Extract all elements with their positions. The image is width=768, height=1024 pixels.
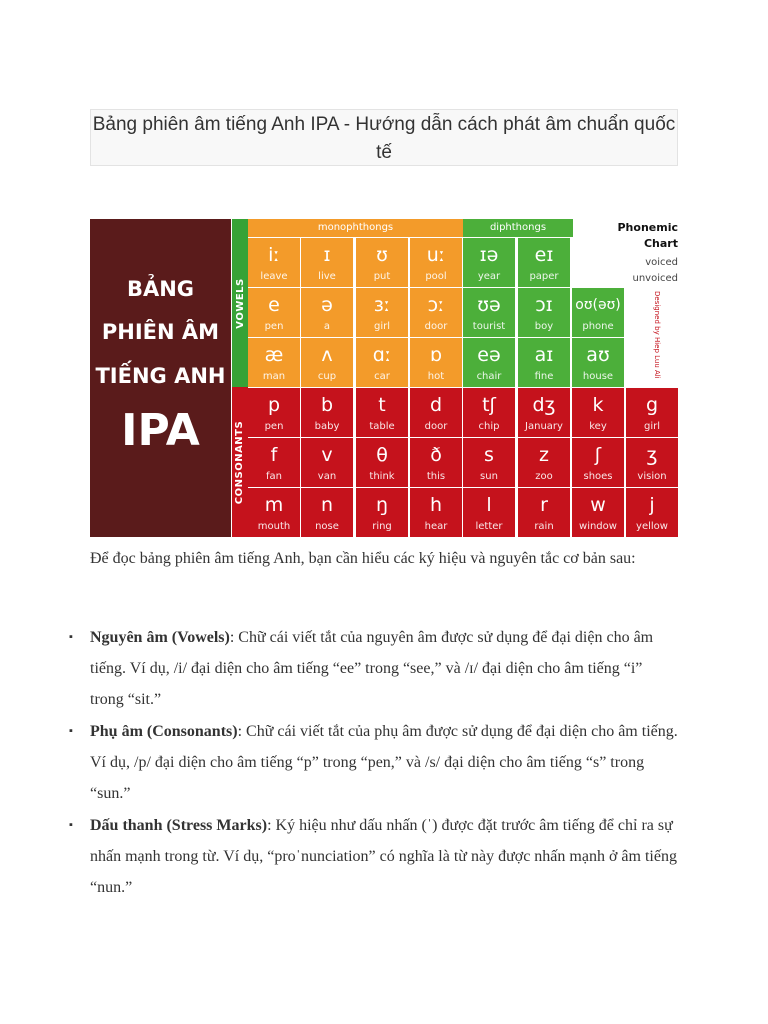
phoneme-symbol: h [429,494,443,516]
phoneme-example-word: leave [260,271,288,282]
phoneme-cell [410,488,462,537]
brand-line-4: IPA [121,405,200,456]
phoneme-example-word: cup [317,371,337,382]
phoneme-cell [572,338,624,387]
phoneme-example-word: rain [534,521,554,532]
phoneme-cell [572,388,624,437]
phoneme-example-word: house [582,371,614,382]
phoneme-cell [301,288,353,337]
phoneme-symbol: z [539,444,549,466]
bullet-marker: ▪ [69,725,73,737]
vowels-side-label [232,219,248,387]
phoneme-example-word: fine [534,371,554,382]
phoneme-symbol: eɪ [534,244,554,266]
phoneme-symbol: r [540,494,548,516]
phoneme-symbol: ɜː [373,294,391,316]
phoneme-symbol: p [267,394,281,416]
phoneme-cell [410,338,462,387]
phoneme-symbol: t [378,394,386,416]
phoneme-cell [356,488,408,537]
phoneme-cell [356,238,408,287]
phoneme-cell [463,288,515,337]
phoneme-symbol: ŋ [375,494,389,516]
phoneme-example-word: pen [264,421,284,432]
phoneme-symbol: ð [430,444,442,466]
phoneme-cell [626,438,678,487]
phoneme-example-word: girl [373,321,390,332]
phoneme-example-word: January [525,421,563,432]
phoneme-symbol: uː [426,244,446,266]
brand-line-1: BẢNG [126,277,195,301]
consonants-side-label [232,387,248,537]
phoneme-cell [518,238,570,287]
phoneme-cell [356,438,408,487]
phoneme-example-word: hot [427,371,445,382]
phoneme-cell [410,388,462,437]
phoneme-example-word: vision [637,471,667,482]
bullet-marker: ▪ [69,819,73,831]
phoneme-cell [518,438,570,487]
phoneme-symbol: s [484,444,494,466]
phoneme-symbol: ʌ [321,344,333,366]
phoneme-symbol: ʊ [376,244,388,266]
phoneme-symbol: θ [376,444,388,466]
phoneme-symbol: aɪ [534,344,554,366]
phoneme-example-word: mouth [257,521,291,532]
phoneme-example-word: zoo [535,471,553,482]
phoneme-symbol: v [321,444,333,466]
phoneme-cell [301,338,353,387]
phoneme-symbol: k [592,394,604,416]
phoneme-symbol: ɪ [323,244,331,266]
chart-brand-panel [90,219,231,537]
phoneme-example-word: yellow [636,521,668,532]
phoneme-cell [463,488,515,537]
phoneme-symbol: w [590,494,606,516]
page-title: Bảng phiên âm tiếng Anh IPA - Hướng dẫn cách phát âm chuẩn quốc tế [90,109,678,166]
phoneme-cell [301,238,353,287]
phoneme-cell [626,488,678,537]
phoneme-example-word: tourist [472,321,506,332]
bullet-marker: ▪ [69,631,73,643]
phoneme-cell [626,388,678,437]
bullet-term: Dấu thanh (Stress Marks) [90,817,268,834]
phoneme-cell [248,338,300,387]
phoneme-symbol: e [268,294,280,316]
phoneme-cell [572,488,624,537]
ipa-chart-image [90,219,678,537]
phoneme-symbol: æ [264,344,284,366]
phoneme-symbol: ɒ [429,344,443,366]
phoneme-symbol: ʃ [594,444,602,466]
phoneme-cell [518,288,570,337]
phoneme-cell [248,388,300,437]
phoneme-symbol: ɔː [427,294,445,316]
phoneme-cell [301,438,353,487]
phoneme-example-word: boy [534,321,554,332]
phoneme-example-word: paper [529,271,559,282]
phoneme-symbol: tʃ [482,394,496,416]
phoneme-example-word: put [373,271,391,282]
bullet-text: : Chữ cái viết tắt của nguyên âm được sử dụng để đại diện cho âm tiếng. Ví dụ, /i/ đại diện cho âm tiếng “ee” trong “see,” và /ɪ/ đại diện cho âm tiếng “i” trong “sit.” [90,629,654,708]
phoneme-example-word: door [424,421,448,432]
consonants-label-text: CONSONANTS [234,420,246,504]
phoneme-example-word: chip [478,421,500,432]
phoneme-cell [463,388,515,437]
phoneme-cell [518,488,570,537]
phoneme-example-word: table [369,421,395,432]
phoneme-cell [518,388,570,437]
phoneme-example-word: nose [315,521,339,532]
phoneme-cell [463,438,515,487]
phoneme-cell [356,388,408,437]
phoneme-symbol: l [486,494,492,516]
phoneme-symbol: ə [321,294,333,316]
phoneme-example-word: window [579,521,617,532]
phoneme-cell [356,338,408,387]
phoneme-symbol: iː [268,244,280,266]
phoneme-symbol: ʒ [646,444,658,466]
phoneme-cell [518,338,570,387]
phoneme-example-word: pen [264,321,284,332]
intro-paragraph: Để đọc bảng phiên âm tiếng Anh, bạn cần hiểu các ký hiệu và nguyên tắc cơ bản sau: [90,550,636,567]
phoneme-symbol: n [320,494,334,516]
brand-line-3: TIẾNG ANH [95,364,226,388]
phoneme-example-word: key [589,421,607,432]
phoneme-cell [572,288,624,337]
phoneme-cell [463,238,515,287]
vowels-label-text: VOWELS [234,277,246,329]
phoneme-example-word: live [318,271,336,282]
phoneme-example-word: a [323,321,331,332]
phoneme-cell [572,438,624,487]
phoneme-example-word: car [374,371,390,382]
phoneme-symbol: m [264,494,284,516]
phoneme-example-word: letter [475,521,503,532]
phoneme-cell [463,338,515,387]
legend-title-2: Chart [643,237,678,250]
phoneme-symbol: ɔɪ [535,294,553,316]
phoneme-symbol: dʒ [532,394,556,416]
legend-title-1: Phonemic [617,221,678,234]
phoneme-cell [248,288,300,337]
phoneme-cell [356,288,408,337]
bullet-term: Nguyên âm (Vowels) [90,629,230,646]
phoneme-example-word: van [317,471,337,482]
phoneme-cell [248,238,300,287]
phoneme-cell [410,238,462,287]
list-item [69,810,678,903]
phoneme-symbol: ɪə [479,244,499,266]
phoneme-symbol: ʊə [477,294,501,316]
legend-credit: Designed by Hiep Luu Ali [653,291,661,379]
phoneme-example-word: phone [582,321,614,332]
phoneme-cell [410,438,462,487]
list-item [69,716,678,809]
phoneme-symbol: eə [477,344,501,366]
phoneme-cell [301,488,353,537]
legend-unvoiced: unvoiced [632,273,678,284]
phoneme-example-word: door [424,321,448,332]
phoneme-symbol: oʊ(əʊ) [575,297,621,313]
phoneme-symbol: j [649,494,655,516]
diphthongs-header: diphthongs [463,219,573,237]
bullet-term: Phụ âm (Consonants) [90,723,238,740]
bullet-text: : Ký hiệu như dấu nhấn (ˈ) được đặt trước âm tiếng để chỉ ra sự nhấn mạnh trong từ. Ví dụ, “proˈnunciation” có nghĩa là từ này được nhấn mạnh ở âm tiếng “nun.” [90,817,677,896]
bullet-text: : Chữ cái viết tắt của phụ âm được sử dụng để đại diện cho âm tiếng. Ví dụ, /p/ đại diện cho âm tiếng “p” trong “pen,” và /s/ đại diện cho âm tiếng “s” trong “sun.” [90,723,678,802]
phoneme-example-word: girl [643,421,660,432]
phoneme-cell [410,288,462,337]
phoneme-example-word: sun [480,471,498,482]
phoneme-symbol: ɑː [372,344,392,366]
phoneme-example-word: fan [266,471,282,482]
phoneme-symbol: f [270,444,278,466]
phoneme-example-word: hear [424,521,448,532]
phoneme-example-word: baby [314,421,340,432]
legend-voiced: voiced [645,257,678,268]
phoneme-symbol: aʊ [586,344,610,366]
monophthongs-header: monophthongs [248,219,463,237]
phoneme-example-word: ring [372,521,392,532]
brand-line-2: PHIÊN ÂM [101,320,220,344]
phoneme-example-word: year [477,271,501,282]
phoneme-symbol: d [429,394,443,416]
phoneme-cell [248,438,300,487]
phoneme-example-word: pool [425,271,447,282]
phoneme-cell [248,488,300,537]
phoneme-symbol: b [320,394,334,416]
phoneme-example-word: chair [476,371,502,382]
phoneme-example-word: shoes [583,471,613,482]
phoneme-example-word: man [262,371,286,382]
phoneme-example-word: think [369,471,395,482]
list-item [69,622,678,715]
bullet-list [69,622,678,904]
phoneme-example-word: this [426,471,446,482]
phoneme-cell [301,388,353,437]
phoneme-symbol: g [645,394,659,416]
